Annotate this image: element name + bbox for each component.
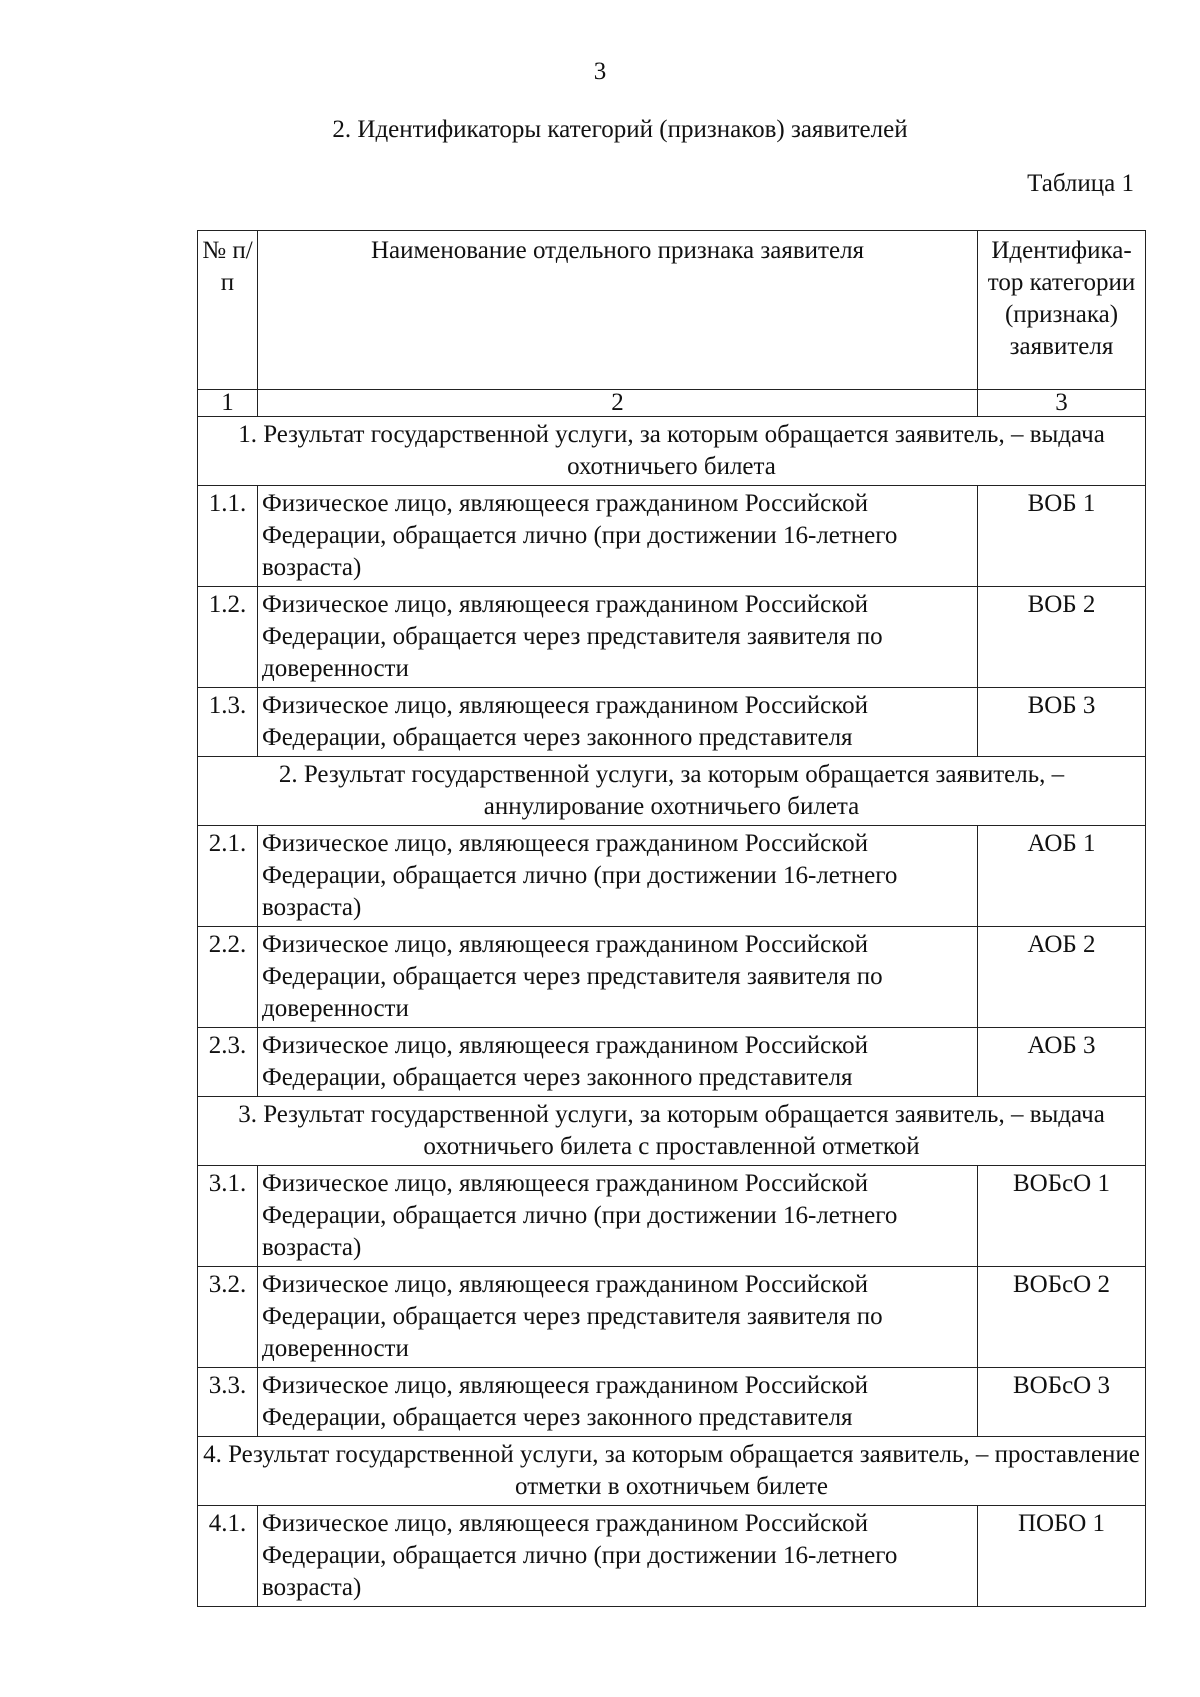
row-identifier: ПОБО 1: [978, 1506, 1146, 1607]
applicant-categories-table: [197, 230, 1146, 1607]
row-number: 1.1.: [198, 486, 258, 587]
row-description: Физическое лицо, являющееся гражданином Российской Федерации, обращается через законного представителя: [258, 688, 978, 757]
column-numbers-row: [198, 390, 1146, 417]
table-label: Таблица 1: [1027, 170, 1134, 197]
row-identifier: ВОБ 2: [978, 587, 1146, 688]
table-row: [198, 587, 1146, 688]
group-row: [198, 1097, 1146, 1166]
row-identifier: АОБ 2: [978, 927, 1146, 1028]
row-description: Физическое лицо, являющееся гражданином Российской Федерации, обращается лично (при достижении 16-летнего возраста): [258, 486, 978, 587]
group-title: 1. Результат государственной услуги, за которым обращается заявитель, – выдача охотничьего билета: [198, 417, 1146, 486]
row-identifier: ВОБсО 1: [978, 1166, 1146, 1267]
row-description: Физическое лицо, являющееся гражданином Российской Федерации, обращается через законного представителя: [258, 1368, 978, 1437]
row-description: Физическое лицо, являющееся гражданином Российской Федерации, обращается лично (при достижении 16-летнего возраста): [258, 826, 978, 927]
row-identifier: АОБ 1: [978, 826, 1146, 927]
row-identifier: ВОБ 1: [978, 486, 1146, 587]
row-number: 2.1.: [198, 826, 258, 927]
group-row: [198, 1437, 1146, 1506]
row-description: Физическое лицо, являющееся гражданином Российской Федерации, обращается через представителя заявителя по доверенности: [258, 1267, 978, 1368]
column-number-2: 2: [258, 390, 978, 417]
table-row: [198, 826, 1146, 927]
group-title: 2. Результат государственной услуги, за которым обращается заявитель, – аннулирование охотничьего билета: [198, 757, 1146, 826]
row-identifier: АОБ 3: [978, 1028, 1146, 1097]
table-row: [198, 688, 1146, 757]
header-name: Наименование отдельного признака заявителя: [258, 231, 978, 390]
row-number: 3.2.: [198, 1267, 258, 1368]
table-row: [198, 1267, 1146, 1368]
row-number: 4.1.: [198, 1506, 258, 1607]
section-title: 2. Идентификаторы категорий (признаков) заявителей: [332, 116, 908, 143]
page-number: 3: [593, 58, 607, 85]
header-num: № п/п: [198, 231, 258, 390]
row-identifier: ВОБ 3: [978, 688, 1146, 757]
group-title: 3. Результат государственной услуги, за которым обращается заявитель, – выдача охотничьего билета с проставленной отметкой: [198, 1097, 1146, 1166]
table-row: [198, 486, 1146, 587]
row-description: Физическое лицо, являющееся гражданином Российской Федерации, обращается лично (при достижении 16-летнего возраста): [258, 1166, 978, 1267]
row-description: Физическое лицо, являющееся гражданином Российской Федерации, обращается через законного представителя: [258, 1028, 978, 1097]
row-number: 1.2.: [198, 587, 258, 688]
table-row: [198, 1368, 1146, 1437]
group-row: [198, 757, 1146, 826]
table-row: [198, 1166, 1146, 1267]
row-identifier: ВОБсО 3: [978, 1368, 1146, 1437]
column-number-3: 3: [978, 390, 1146, 417]
row-identifier: ВОБсО 2: [978, 1267, 1146, 1368]
table-row: [198, 927, 1146, 1028]
row-description: Физическое лицо, являющееся гражданином Российской Федерации, обращается через представителя заявителя по доверенности: [258, 587, 978, 688]
group-title: 4. Результат государственной услуги, за которым обращается заявитель, – проставление отметки в охотничьем билете: [198, 1437, 1146, 1506]
row-description: Физическое лицо, являющееся гражданином Российской Федерации, обращается через представителя заявителя по доверенности: [258, 927, 978, 1028]
row-number: 3.3.: [198, 1368, 258, 1437]
row-number: 1.3.: [198, 688, 258, 757]
group-row: [198, 417, 1146, 486]
column-number-1: 1: [198, 390, 258, 417]
row-number: 2.3.: [198, 1028, 258, 1097]
table-row: [198, 1506, 1146, 1607]
header-id: Идентифика-тор категории (признака) заявителя: [978, 231, 1146, 390]
row-number: 2.2.: [198, 927, 258, 1028]
row-number: 3.1.: [198, 1166, 258, 1267]
table-row: [198, 1028, 1146, 1097]
table-header-row: [198, 231, 1146, 390]
row-description: Физическое лицо, являющееся гражданином Российской Федерации, обращается лично (при достижении 16-летнего возраста): [258, 1506, 978, 1607]
